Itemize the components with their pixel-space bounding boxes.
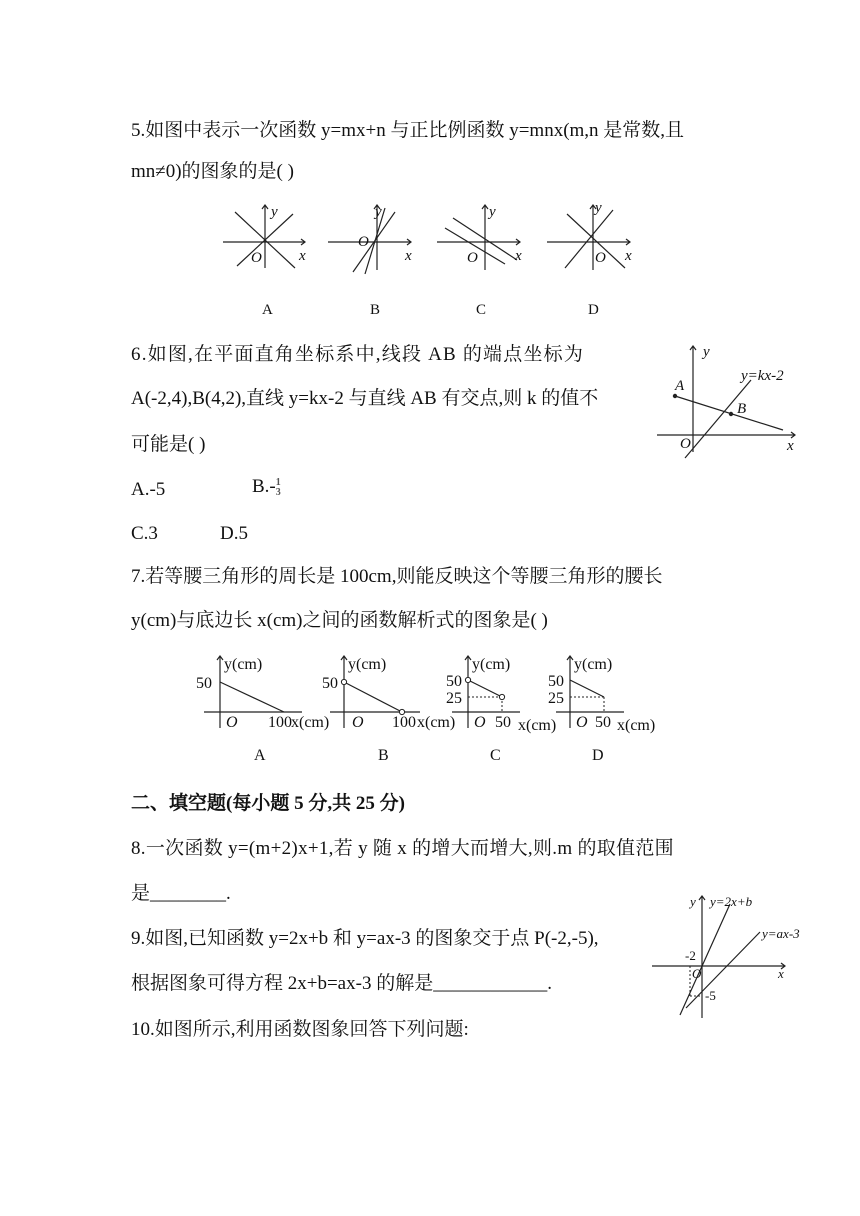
q5-a-origin: O <box>251 250 262 266</box>
q5-c-x-label: x <box>515 248 522 264</box>
q9-y-label: y <box>690 894 696 909</box>
q5-d-origin: O <box>595 250 606 266</box>
q5-b-y-label: y <box>375 204 382 220</box>
q7-c-origin: O <box>474 714 486 731</box>
q9-figure <box>650 890 815 1020</box>
q5-a-y-label: y <box>271 204 278 220</box>
q9-tick-x: -2 <box>685 948 696 963</box>
q5-c-origin: O <box>467 250 478 266</box>
q9-x-label: x <box>778 966 784 981</box>
q7-a-origin: O <box>226 714 238 731</box>
q6-option-b-fraction <box>276 478 281 498</box>
q6-option-d: D.5 <box>220 523 248 544</box>
q7-b-x-tick: 100 <box>392 714 416 731</box>
q7-c-y-tick: 50 <box>446 673 462 690</box>
q7-c-x-tick: 50 <box>495 714 511 731</box>
q7-a-x-axis: x(cm) <box>291 714 330 731</box>
section-2-title: 二、填空题(每小题 5 分,共 25 分) <box>131 793 405 814</box>
q5-b-x-label: x <box>405 248 412 264</box>
q6-line-2: A(-2,4),B(4,2),直线 y=kx-2 与直线 AB 有交点,则 k 的值不 <box>131 388 599 409</box>
q8-line-2: 是________. <box>131 883 231 904</box>
q7-b-option: B <box>378 747 389 762</box>
q6-line-label: y=kx-2 <box>741 368 784 384</box>
q6-point-b <box>729 412 733 416</box>
q5-line-2: mn≠0)的图象的是( ) <box>131 161 294 182</box>
q5-line-1: 5.如图中表示一次函数 y=mx+n 与正比例函数 y=mnx(m,n 是常数,且 <box>131 120 685 141</box>
q7-b-origin: O <box>352 714 364 731</box>
q7-figure <box>190 652 670 762</box>
q7-d-x-axis: x(cm) <box>617 717 656 734</box>
q7-c-y-tick2: 25 <box>446 690 462 707</box>
q6-y-label: y <box>703 344 710 360</box>
q5-b-option: B <box>370 302 381 318</box>
q7-a-y-tick: 50 <box>196 675 212 692</box>
q8-line-1: 8.一次函数 y=(m+2)x+1,若 y 随 x 的增大而增大,则.m 的取值范围 <box>131 838 674 859</box>
q6-line-1: 6.如图,在平面直角坐标系中,线段 AB 的端点坐标为 <box>131 344 585 365</box>
q7-d-option: D <box>592 747 604 762</box>
q6-option-b <box>252 476 281 499</box>
q9-line2-label: y=ax-3 <box>762 926 800 941</box>
q7-b-y-axis: y(cm) <box>348 656 387 673</box>
q6-point-a <box>673 394 677 398</box>
q9-tick-y: -5 <box>705 988 716 1003</box>
q6-option-b-numerator: 1 <box>275 476 281 488</box>
q6-line-3: 可能是( ) <box>131 434 206 455</box>
q5-c-option: C <box>476 302 487 318</box>
q9-origin: O <box>692 966 702 981</box>
q7-c-y-axis: y(cm) <box>472 656 511 673</box>
q5-d-y-label: y <box>595 200 602 216</box>
q7-c-open-circle-top <box>465 677 470 682</box>
q7-b-y-tick: 50 <box>322 675 338 692</box>
q7-d-origin: O <box>576 714 588 731</box>
q6-option-b-denominator: 3 <box>275 486 281 498</box>
q5-figure <box>215 200 655 320</box>
q5-d-option: D <box>588 302 599 318</box>
q7-b-open-circle-top <box>341 679 346 684</box>
q5-c-y-label: y <box>489 204 496 220</box>
q7-c-x-axis: x(cm) <box>518 717 557 734</box>
q9-line-1: 9.如图,已知函数 y=2x+b 和 y=ax-3 的图象交于点 P(-2,-5), <box>131 928 599 949</box>
q7-a-y-axis: y(cm) <box>224 656 263 673</box>
q10-line-1: 10.如图所示,利用函数图象回答下列问题: <box>131 1019 469 1040</box>
q6-figure <box>655 340 815 460</box>
q6-x-label: x <box>787 438 794 454</box>
q7-d-x-tick: 50 <box>595 714 611 731</box>
q9-line-2: 根据图象可得方程 2x+b=ax-3 的解是____________. <box>131 973 552 994</box>
q6-option-c: C.3 <box>131 523 158 544</box>
q7-b-x-axis: x(cm) <box>417 714 456 731</box>
q6-option-a: A.-5 <box>131 479 166 500</box>
q6-option-b-prefix: B.- <box>252 476 276 497</box>
q7-line-1: 7.若等腰三角形的周长是 100cm,则能反映这个等腰三角形的腰长 <box>131 566 663 587</box>
q5-a-option: A <box>262 302 273 318</box>
q7-d-y-tick2: 25 <box>548 690 564 707</box>
q7-c-open-circle-end <box>499 694 504 699</box>
q6-a-label: A <box>675 378 685 394</box>
q6-origin: O <box>680 436 691 452</box>
q5-b-origin: O <box>358 234 369 250</box>
q7-d-y-axis: y(cm) <box>574 656 613 673</box>
q7-a-x-tick: 100 <box>268 714 292 731</box>
q5-a-x-label: x <box>299 248 306 264</box>
q7-a-option: A <box>254 747 266 762</box>
q7-d-y-tick: 50 <box>548 673 564 690</box>
q7-line-2: y(cm)与底边长 x(cm)之间的函数解析式的图象是( ) <box>131 610 548 631</box>
q7-c-option: C <box>490 747 501 762</box>
q9-line1-label: y=2x+b <box>710 894 753 909</box>
q6-b-label: B <box>737 401 747 417</box>
q5-d-x-label: x <box>625 248 632 264</box>
